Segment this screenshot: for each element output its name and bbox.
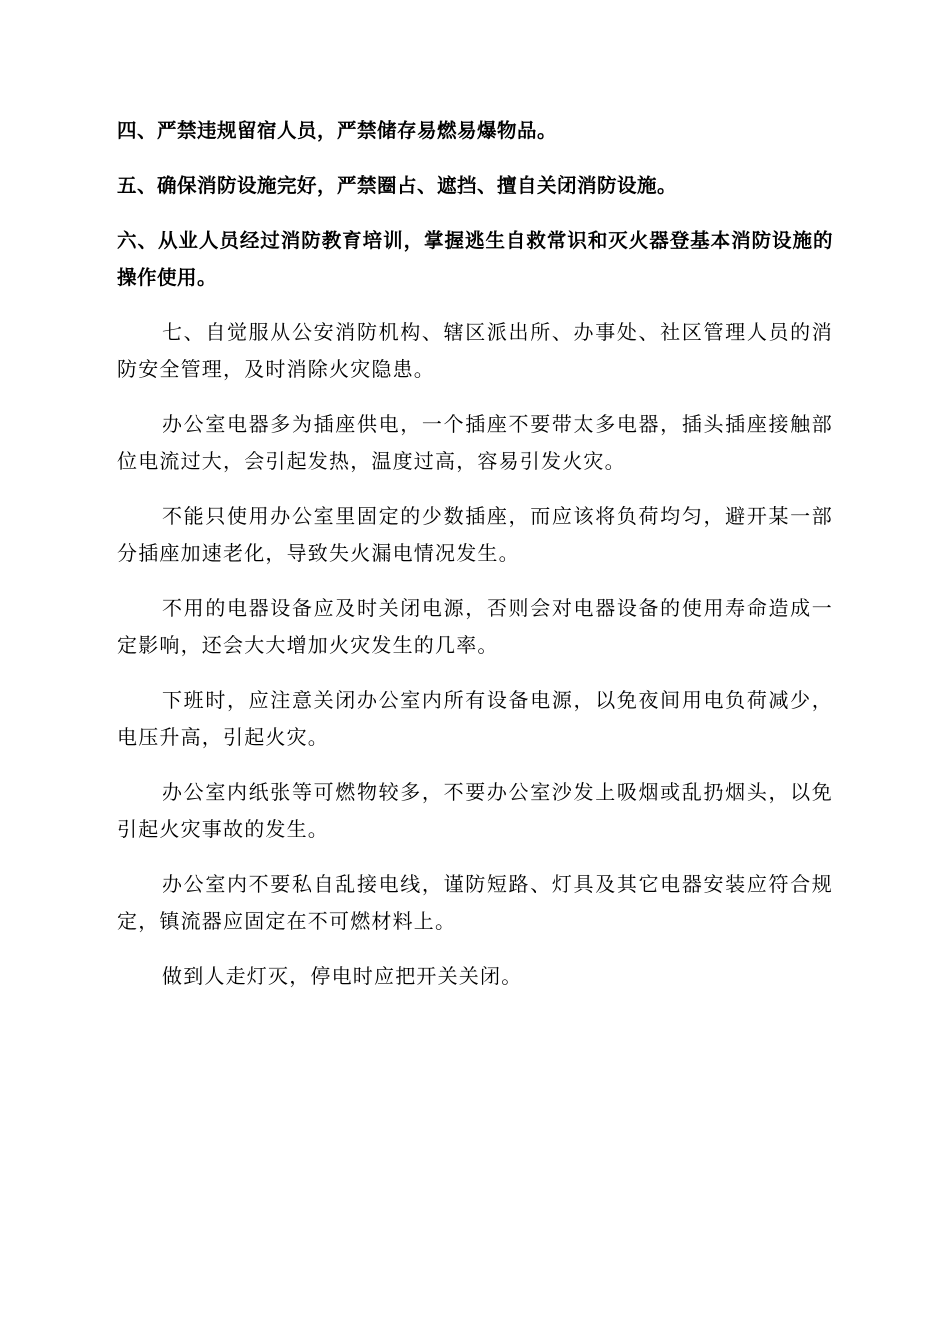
rule-4: 四、严禁违规留宿人员，严禁储存易燃易爆物品。 xyxy=(117,119,558,142)
paragraph-wiring: 办公室内不要私自乱接电线，谨防短路、灯具及其它电器安装应符合规定，镇流器应固定在不可燃材料上。 xyxy=(117,872,833,933)
paragraph-socket-balance: 不能只使用办公室里固定的少数插座，而应该将负荷均匀，避开某一部分插座加速老化，导致失火漏电情况发生。 xyxy=(117,504,833,565)
rule-5: 五、确保消防设施完好，严禁圈占、遮挡、擅自关闭消防设施。 xyxy=(117,174,678,197)
paragraph-rule-7: 七、自觉服从公安消防机构、辖区派出所、办事处、社区管理人员的消防安全管理，及时消除火灾隐患。 xyxy=(117,320,833,381)
paragraph-socket-load: 办公室电器多为插座供电，一个插座不要带太多电器，插头插座接触部位电流过大，会引起发热，温度过高，容易引发火灾。 xyxy=(117,412,833,473)
paragraph-after-work: 下班时，应注意关闭办公室内所有设备电源，以免夜间用电负荷减少，电压升高，引起火灾。 xyxy=(117,688,833,749)
paragraph-lights-off: 做到人走灯灭，停电时应把开关关闭。 xyxy=(162,964,523,988)
document-body xyxy=(117,112,833,1013)
paragraph-power-off-unused: 不用的电器设备应及时关闭电源，否则会对电器设备的使用寿命造成一定影响，还会大大增加火灾发生的几率。 xyxy=(117,596,833,657)
paragraph-no-smoking: 办公室内纸张等可燃物较多，不要办公室沙发上吸烟或乱扔烟头，以免引起火灾事故的发生。 xyxy=(117,780,833,841)
rule-6: 六、从业人员经过消防教育培训，掌握逃生自救常识和灭火器登基本消防设施的操作使用。 xyxy=(117,229,833,289)
